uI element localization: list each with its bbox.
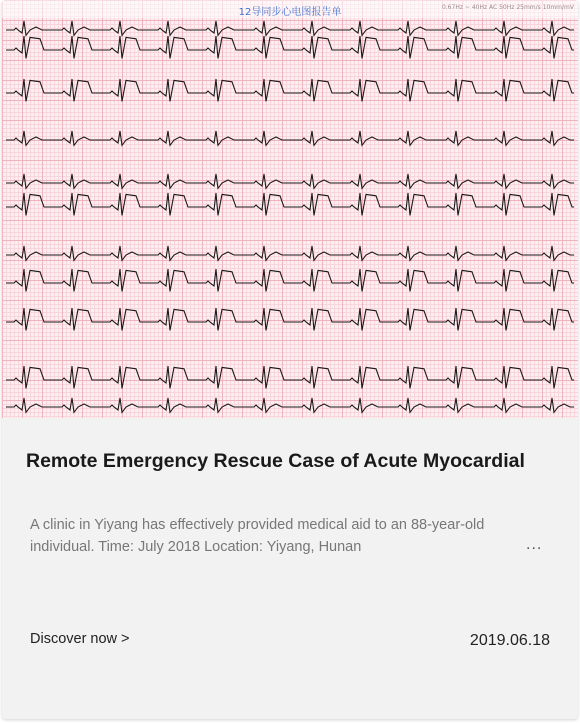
- card-title[interactable]: Remote Emergency Rescue Case of Acute Myocardial: [26, 450, 525, 472]
- ecg-lead-trace: [6, 398, 574, 412]
- ecg-lead-trace: [6, 193, 574, 215]
- ecg-lead-trace: [6, 36, 574, 58]
- ecg-lead-trace: [6, 269, 574, 291]
- ecg-lead-trace: [6, 79, 574, 101]
- ecg-traces: [2, 0, 578, 418]
- ecg-header-title: 12导同步心电图报告单: [238, 7, 342, 18]
- publish-date: 2019.06.18: [469, 632, 550, 649]
- discover-now-link[interactable]: Discover now >: [30, 631, 130, 647]
- ecg-lead-trace: [6, 308, 574, 330]
- ecg-lead-trace: [6, 131, 574, 145]
- ecg-lead-trace: [6, 366, 574, 388]
- ecg-lead-trace: [6, 174, 574, 188]
- card-description: A clinic in Yiyang has effectively provided medical aid to an 88-year-old individual. Time: July 2018 Location: Yiyang, Hunan: [30, 517, 485, 555]
- ecg-header-params: 0.67Hz ~ 40Hz AC 50Hz 25mm/s 10mm/mV: [441, 4, 574, 11]
- ecg-lead-trace: [6, 246, 574, 260]
- more-ellipsis[interactable]: ...: [526, 536, 543, 553]
- article-card[interactable]: [2, 0, 578, 719]
- ecg-lead-trace: [6, 21, 574, 35]
- ecg-image: [2, 0, 578, 418]
